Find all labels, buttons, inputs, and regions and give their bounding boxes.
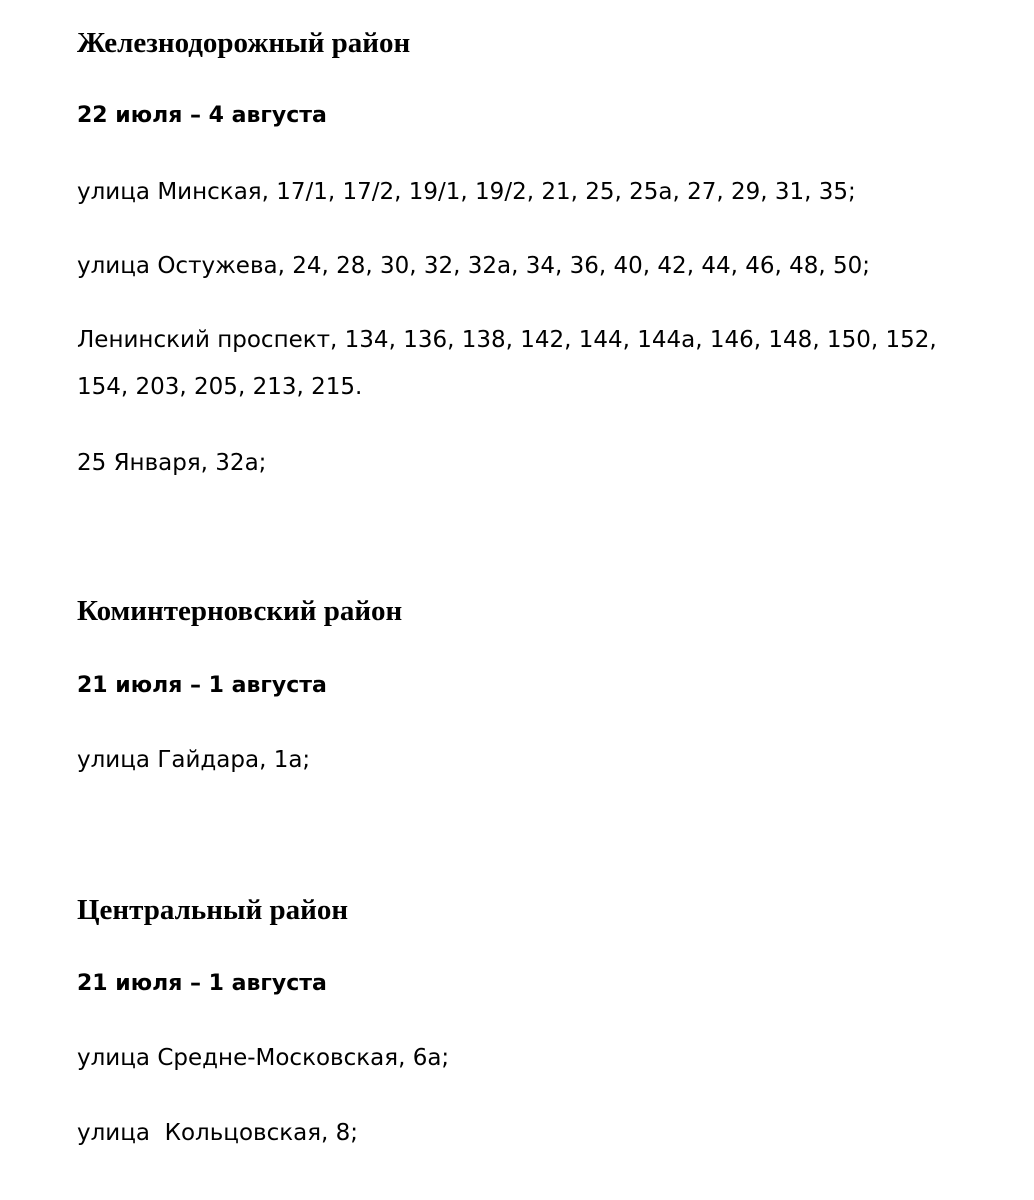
date-range: 21 июля – 1 августа	[77, 673, 327, 698]
district-heading-tsentralny: Центральный район	[77, 894, 349, 926]
address-line: улица Остужева, 24, 28, 30, 32, 32а, 34, 36, 40, 42, 44, 46, 48, 50;	[77, 253, 870, 279]
district-heading-kominternovsky: Коминтерновский район	[77, 595, 403, 627]
district-heading-zheleznodorozhny: Железнодорожный район	[77, 27, 411, 59]
address-line: улица Гайдара, 1а;	[77, 747, 311, 773]
date-range: 21 июля – 1 августа	[77, 971, 327, 996]
address-line-continued: 154, 203, 205, 213, 215.	[77, 374, 363, 400]
date-range: 22 июля – 4 августа	[77, 103, 327, 128]
address-line: 25 Января, 32а;	[77, 450, 267, 476]
address-line: Ленинский проспект, 134, 136, 138, 142, 144, 144а, 146, 148, 150, 152,	[77, 327, 937, 353]
address-line: улица Минская, 17/1, 17/2, 19/1, 19/2, 21, 25, 25а, 27, 29, 31, 35;	[77, 179, 856, 205]
address-line: улица Средне-Московская, 6а;	[77, 1045, 450, 1071]
address-line: улица Кольцовская, 8;	[77, 1120, 359, 1146]
